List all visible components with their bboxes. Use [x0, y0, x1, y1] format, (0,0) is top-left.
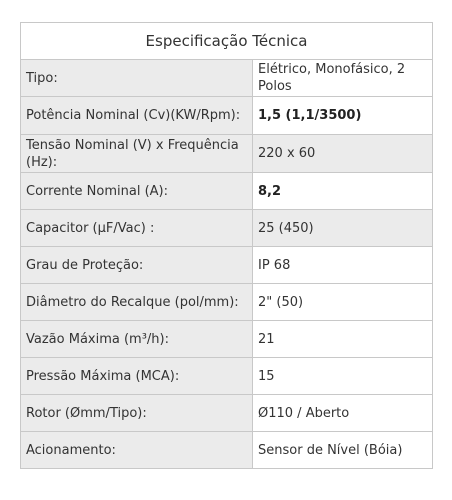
row-label: Rotor (Ømm/Tipo): [21, 395, 253, 432]
row-label: Pressão Máxima (MCA): [21, 358, 253, 395]
row-value: 2" (50) [253, 284, 433, 321]
table-header-row [21, 23, 433, 60]
row-label: Tensão Nominal (V) x Frequência (Hz): [21, 135, 253, 173]
row-value: IP 68 [253, 247, 433, 284]
row-value: 15 [253, 358, 433, 395]
table-row [21, 173, 433, 210]
table-row [21, 247, 433, 284]
row-value: Sensor de Nível (Bóia) [253, 432, 433, 469]
row-label: Acionamento: [21, 432, 253, 469]
table-title: Especificação Técnica [21, 23, 433, 60]
row-label: Diâmetro do Recalque (pol/mm): [21, 284, 253, 321]
row-label: Grau de Proteção: [21, 247, 253, 284]
row-label: Capacitor (µF/Vac) : [21, 210, 253, 247]
table-row [21, 432, 433, 469]
table-row [21, 97, 433, 135]
table-row [21, 395, 433, 432]
table-row [21, 321, 433, 358]
table-row [21, 135, 433, 173]
table-row [21, 60, 433, 97]
row-label: Vazão Máxima (m³/h): [21, 321, 253, 358]
table-row [21, 284, 433, 321]
row-value: 1,5 (1,1/3500) [253, 97, 433, 135]
row-value: 8,2 [253, 173, 433, 210]
row-label: Corrente Nominal (A): [21, 173, 253, 210]
row-label: Potência Nominal (Cv)(KW/Rpm): [21, 97, 253, 135]
row-value: 25 (450) [253, 210, 433, 247]
table-row [21, 210, 433, 247]
row-value: Ø110 / Aberto [253, 395, 433, 432]
row-value: 21 [253, 321, 433, 358]
spec-table [20, 22, 433, 469]
row-value: 220 x 60 [253, 135, 433, 173]
row-value: Elétrico, Monofásico, 2 Polos [253, 60, 433, 97]
table-row [21, 358, 433, 395]
row-label: Tipo: [21, 60, 253, 97]
